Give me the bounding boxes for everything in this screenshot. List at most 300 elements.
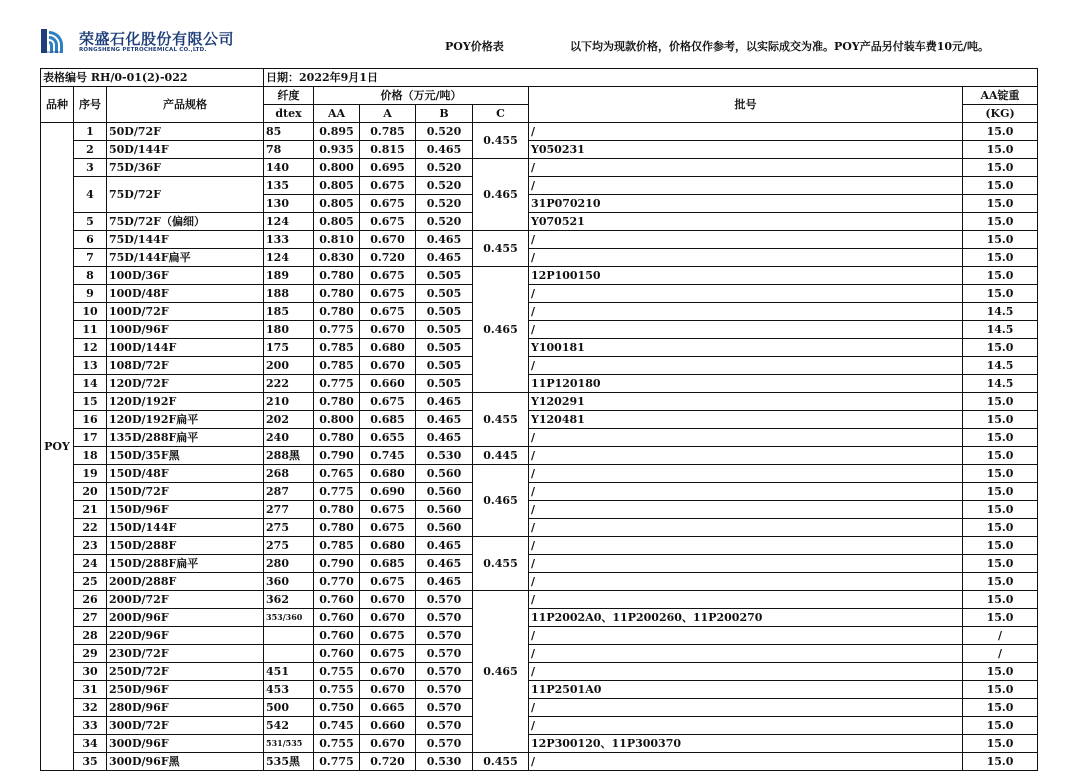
- seq-cell: 15: [74, 393, 107, 411]
- seq-cell: 29: [74, 645, 107, 663]
- seq-cell: 25: [74, 573, 107, 591]
- table-row: [41, 447, 1038, 465]
- price-a-cell: 0.660: [360, 375, 416, 393]
- price-b-cell: 0.520: [416, 159, 473, 177]
- price-aa-cell: 0.785: [314, 537, 360, 555]
- table-row: [41, 213, 1038, 231]
- price-b-cell: 0.560: [416, 465, 473, 483]
- price-a-cell: 0.675: [360, 501, 416, 519]
- price-aa-cell: 0.755: [314, 663, 360, 681]
- price-aa-cell: 0.805: [314, 177, 360, 195]
- table-row: [41, 645, 1038, 663]
- price-a-cell: 0.675: [360, 573, 416, 591]
- price-c-cell: 0.465: [473, 591, 529, 753]
- seq-cell: 14: [74, 375, 107, 393]
- dtex-cell: 360: [264, 573, 314, 591]
- price-a-cell: 0.675: [360, 519, 416, 537]
- dtex-cell: 124: [264, 213, 314, 231]
- weight-cell: 15.0: [963, 429, 1038, 447]
- seq-cell: 34: [74, 735, 107, 753]
- dtex-cell: [264, 627, 314, 645]
- batch-cell: Y120291: [529, 393, 963, 411]
- dtex-cell: 175: [264, 339, 314, 357]
- weight-cell: 15.0: [963, 177, 1038, 195]
- seq-cell: 7: [74, 249, 107, 267]
- price-b-cell: 0.570: [416, 609, 473, 627]
- weight-cell: 15.0: [963, 609, 1038, 627]
- table-row: [41, 627, 1038, 645]
- batch-cell: /: [529, 249, 963, 267]
- dtex-cell: 130: [264, 195, 314, 213]
- weight-cell: 15.0: [963, 339, 1038, 357]
- dtex-cell: 135: [264, 177, 314, 195]
- table-row: [41, 141, 1038, 159]
- table-row: [41, 429, 1038, 447]
- price-b-cell: 0.520: [416, 195, 473, 213]
- price-a-cell: 0.675: [360, 285, 416, 303]
- weight-cell: 15.0: [963, 519, 1038, 537]
- spec-cell: 200D/96F: [107, 609, 264, 627]
- price-a-cell: 0.675: [360, 195, 416, 213]
- seq-cell: 11: [74, 321, 107, 339]
- table-row: [41, 609, 1038, 627]
- price-a-cell: 0.675: [360, 393, 416, 411]
- price-aa-cell: 0.745: [314, 717, 360, 735]
- batch-cell: Y050231: [529, 141, 963, 159]
- price-c-cell: 0.465: [473, 267, 529, 393]
- col-variety-header: 品种: [41, 87, 74, 123]
- batch-cell: /: [529, 573, 963, 591]
- price-b-cell: 0.505: [416, 267, 473, 285]
- price-aa-cell: 0.780: [314, 519, 360, 537]
- spec-cell: 120D/192F扁平: [107, 411, 264, 429]
- price-b-cell: 0.465: [416, 411, 473, 429]
- price-a-cell: 0.670: [360, 609, 416, 627]
- price-c-cell: 0.455: [473, 123, 529, 159]
- header-row-1: [41, 87, 1038, 105]
- company-name-cn: 荣盛石化股份有限公司: [79, 30, 235, 48]
- variety-cell: POY: [41, 123, 74, 771]
- col-b-header: B: [416, 105, 473, 123]
- batch-cell: /: [529, 555, 963, 573]
- weight-cell: 15.0: [963, 447, 1038, 465]
- seq-cell: 32: [74, 699, 107, 717]
- table-row: [41, 501, 1038, 519]
- price-aa-cell: 0.805: [314, 213, 360, 231]
- batch-cell: /: [529, 465, 963, 483]
- table-row: [41, 537, 1038, 555]
- weight-cell: /: [963, 645, 1038, 663]
- price-c-cell: 0.465: [473, 159, 529, 231]
- seq-cell: 1: [74, 123, 107, 141]
- price-aa-cell: 0.830: [314, 249, 360, 267]
- batch-cell: /: [529, 663, 963, 681]
- batch-cell: /: [529, 285, 963, 303]
- dtex-cell: 124: [264, 249, 314, 267]
- price-a-cell: 0.670: [360, 321, 416, 339]
- price-a-cell: 0.785: [360, 123, 416, 141]
- price-b-cell: 0.530: [416, 753, 473, 771]
- table-row: [41, 231, 1038, 249]
- price-b-cell: 0.465: [416, 249, 473, 267]
- price-b-cell: 0.505: [416, 375, 473, 393]
- batch-cell: 11P2501A0: [529, 681, 963, 699]
- spec-cell: 75D/72F: [107, 177, 264, 213]
- price-b-cell: 0.465: [416, 537, 473, 555]
- batch-cell: Y120481: [529, 411, 963, 429]
- price-aa-cell: 0.785: [314, 339, 360, 357]
- batch-cell: /: [529, 699, 963, 717]
- table-row: [41, 267, 1038, 285]
- price-aa-cell: 0.780: [314, 303, 360, 321]
- seq-cell: 35: [74, 753, 107, 771]
- seq-cell: 17: [74, 429, 107, 447]
- price-a-cell: 0.720: [360, 249, 416, 267]
- price-a-cell: 0.655: [360, 429, 416, 447]
- table-row: [41, 681, 1038, 699]
- seq-cell: 3: [74, 159, 107, 177]
- col-weight-unit: (KG): [963, 105, 1038, 123]
- batch-cell: /: [529, 645, 963, 663]
- spec-cell: 280D/96F: [107, 699, 264, 717]
- dtex-cell: 542: [264, 717, 314, 735]
- seq-cell: 6: [74, 231, 107, 249]
- weight-cell: 15.0: [963, 483, 1038, 501]
- table-row: [41, 465, 1038, 483]
- seq-cell: 23: [74, 537, 107, 555]
- spec-cell: 300D/72F: [107, 717, 264, 735]
- batch-cell: /: [529, 483, 963, 501]
- spec-cell: 120D/72F: [107, 375, 264, 393]
- weight-cell: 15.0: [963, 231, 1038, 249]
- dtex-cell: 287: [264, 483, 314, 501]
- price-aa-cell: 0.780: [314, 267, 360, 285]
- dtex-cell: 500: [264, 699, 314, 717]
- spec-cell: 100D/36F: [107, 267, 264, 285]
- dtex-cell: 188: [264, 285, 314, 303]
- batch-cell: 12P300120、11P300370: [529, 735, 963, 753]
- spec-cell: 50D/144F: [107, 141, 264, 159]
- table-row: [41, 321, 1038, 339]
- price-a-cell: 0.690: [360, 483, 416, 501]
- spec-cell: 150D/288F扁平: [107, 555, 264, 573]
- price-b-cell: 0.570: [416, 627, 473, 645]
- price-aa-cell: 0.800: [314, 159, 360, 177]
- price-b-cell: 0.570: [416, 645, 473, 663]
- table-row: [41, 393, 1038, 411]
- weight-cell: 15.0: [963, 735, 1038, 753]
- document-date: 日期：2022年9月1日: [264, 69, 1038, 87]
- table-row: [41, 591, 1038, 609]
- price-a-cell: 0.675: [360, 177, 416, 195]
- price-c-cell: 0.455: [473, 393, 529, 447]
- spec-cell: 100D/72F: [107, 303, 264, 321]
- price-b-cell: 0.560: [416, 519, 473, 537]
- price-b-cell: 0.530: [416, 447, 473, 465]
- meta-row: [41, 69, 1038, 87]
- company-logo: [41, 27, 235, 57]
- price-aa-cell: 0.760: [314, 627, 360, 645]
- seq-cell: 4: [74, 177, 107, 213]
- price-aa-cell: 0.810: [314, 231, 360, 249]
- price-aa-cell: 0.775: [314, 483, 360, 501]
- dtex-cell: 535黑: [264, 753, 314, 771]
- table-row: [41, 285, 1038, 303]
- dtex-cell: 133: [264, 231, 314, 249]
- spec-cell: 120D/192F: [107, 393, 264, 411]
- dtex-cell: 180: [264, 321, 314, 339]
- dtex-cell: 85: [264, 123, 314, 141]
- seq-cell: 8: [74, 267, 107, 285]
- price-a-cell: 0.670: [360, 591, 416, 609]
- weight-cell: 15.0: [963, 285, 1038, 303]
- batch-cell: 11P2002A0、11P200260、11P200270: [529, 609, 963, 627]
- batch-cell: /: [529, 159, 963, 177]
- price-aa-cell: 0.935: [314, 141, 360, 159]
- spec-cell: 150D/48F: [107, 465, 264, 483]
- weight-cell: 14.5: [963, 375, 1038, 393]
- company-name-en: RONGSHENG PETROCHEMICAL CO.,LTD.: [79, 47, 207, 53]
- spec-cell: 250D/72F: [107, 663, 264, 681]
- spec-cell: 150D/35F黑: [107, 447, 264, 465]
- weight-cell: 15.0: [963, 537, 1038, 555]
- price-b-cell: 0.465: [416, 573, 473, 591]
- price-a-cell: 0.670: [360, 663, 416, 681]
- seq-cell: 13: [74, 357, 107, 375]
- price-aa-cell: 0.750: [314, 699, 360, 717]
- price-a-cell: 0.675: [360, 213, 416, 231]
- col-batch-header: 批号: [529, 87, 963, 123]
- dtex-cell: 200: [264, 357, 314, 375]
- price-a-cell: 0.675: [360, 303, 416, 321]
- price-aa-cell: 0.765: [314, 465, 360, 483]
- seq-cell: 26: [74, 591, 107, 609]
- batch-cell: 11P120180: [529, 375, 963, 393]
- weight-cell: /: [963, 627, 1038, 645]
- price-aa-cell: 0.895: [314, 123, 360, 141]
- seq-cell: 16: [74, 411, 107, 429]
- seq-cell: 19: [74, 465, 107, 483]
- table-row: [41, 753, 1038, 771]
- price-b-cell: 0.570: [416, 663, 473, 681]
- poy-price-table: [40, 68, 1038, 771]
- table-row: [41, 717, 1038, 735]
- weight-cell: 15.0: [963, 123, 1038, 141]
- dtex-cell: 453: [264, 681, 314, 699]
- table-row: [41, 339, 1038, 357]
- price-b-cell: 0.465: [416, 429, 473, 447]
- table-row: [41, 159, 1038, 177]
- price-a-cell: 0.670: [360, 735, 416, 753]
- spec-cell: 250D/96F: [107, 681, 264, 699]
- seq-cell: 18: [74, 447, 107, 465]
- weight-cell: 14.5: [963, 357, 1038, 375]
- table-row: [41, 375, 1038, 393]
- price-b-cell: 0.570: [416, 699, 473, 717]
- spec-cell: 150D/96F: [107, 501, 264, 519]
- dtex-cell: 275: [264, 537, 314, 555]
- dtex-cell: 280: [264, 555, 314, 573]
- col-denier-unit: dtex: [264, 105, 314, 123]
- table-row: [41, 303, 1038, 321]
- price-aa-cell: 0.780: [314, 285, 360, 303]
- batch-cell: /: [529, 429, 963, 447]
- dtex-cell: 288黑: [264, 447, 314, 465]
- price-b-cell: 0.520: [416, 177, 473, 195]
- table-row: [41, 699, 1038, 717]
- dtex-cell: 353/360: [264, 609, 314, 627]
- batch-cell: /: [529, 177, 963, 195]
- price-b-cell: 0.570: [416, 717, 473, 735]
- price-aa-cell: 0.775: [314, 375, 360, 393]
- price-aa-cell: 0.780: [314, 393, 360, 411]
- dtex-cell: 531/535: [264, 735, 314, 753]
- batch-cell: /: [529, 717, 963, 735]
- spec-cell: 150D/288F: [107, 537, 264, 555]
- dtex-cell: 140: [264, 159, 314, 177]
- price-c-cell: 0.445: [473, 447, 529, 465]
- table-row: [41, 663, 1038, 681]
- dtex-cell: 362: [264, 591, 314, 609]
- table-row: [41, 123, 1038, 141]
- table-row: [41, 357, 1038, 375]
- spec-cell: 300D/96F黑: [107, 753, 264, 771]
- weight-cell: 14.5: [963, 321, 1038, 339]
- price-aa-cell: 0.755: [314, 735, 360, 753]
- weight-cell: 15.0: [963, 681, 1038, 699]
- price-b-cell: 0.465: [416, 141, 473, 159]
- price-a-cell: 0.675: [360, 645, 416, 663]
- dtex-cell: 222: [264, 375, 314, 393]
- price-a-cell: 0.665: [360, 699, 416, 717]
- price-c-cell: 0.455: [473, 753, 529, 771]
- price-b-cell: 0.520: [416, 213, 473, 231]
- price-b-cell: 0.505: [416, 285, 473, 303]
- price-aa-cell: 0.785: [314, 357, 360, 375]
- price-aa-cell: 0.770: [314, 573, 360, 591]
- dtex-cell: 189: [264, 267, 314, 285]
- dtex-cell: 275: [264, 519, 314, 537]
- price-a-cell: 0.675: [360, 267, 416, 285]
- form-number: 表格编号 RH/0-01(2)-022: [41, 69, 264, 87]
- weight-cell: 15.0: [963, 753, 1038, 771]
- spec-cell: 100D/48F: [107, 285, 264, 303]
- spec-cell: 100D/144F: [107, 339, 264, 357]
- spec-cell: 135D/288F扁平: [107, 429, 264, 447]
- weight-cell: 15.0: [963, 501, 1038, 519]
- batch-cell: /: [529, 321, 963, 339]
- price-aa-cell: 0.800: [314, 411, 360, 429]
- price-a-cell: 0.670: [360, 357, 416, 375]
- dtex-cell: 185: [264, 303, 314, 321]
- batch-cell: /: [529, 537, 963, 555]
- weight-cell: 15.0: [963, 249, 1038, 267]
- spec-cell: 230D/72F: [107, 645, 264, 663]
- col-spec-header: 产品规格: [107, 87, 264, 123]
- seq-cell: 22: [74, 519, 107, 537]
- batch-cell: 31P070210: [529, 195, 963, 213]
- price-a-cell: 0.660: [360, 717, 416, 735]
- seq-cell: 10: [74, 303, 107, 321]
- batch-cell: /: [529, 303, 963, 321]
- batch-cell: /: [529, 591, 963, 609]
- seq-cell: 31: [74, 681, 107, 699]
- dtex-cell: 451: [264, 663, 314, 681]
- price-a-cell: 0.815: [360, 141, 416, 159]
- seq-cell: 28: [74, 627, 107, 645]
- price-aa-cell: 0.780: [314, 501, 360, 519]
- col-denier-header: 纤度: [264, 87, 314, 105]
- price-b-cell: 0.505: [416, 357, 473, 375]
- price-b-cell: 0.505: [416, 303, 473, 321]
- weight-cell: 15.0: [963, 393, 1038, 411]
- col-seq-header: 序号: [74, 87, 107, 123]
- price-a-cell: 0.685: [360, 411, 416, 429]
- table-row: [41, 735, 1038, 753]
- spec-cell: 75D/72F（偏细）: [107, 213, 264, 231]
- batch-cell: /: [529, 501, 963, 519]
- table-row: [41, 177, 1038, 195]
- spec-cell: 75D/36F: [107, 159, 264, 177]
- price-b-cell: 0.465: [416, 393, 473, 411]
- price-a-cell: 0.695: [360, 159, 416, 177]
- spec-cell: 150D/144F: [107, 519, 264, 537]
- seq-cell: 27: [74, 609, 107, 627]
- col-price-group-header: 价格（万元/吨）: [314, 87, 529, 105]
- logo-tag: RONGSHENG: [41, 50, 61, 54]
- batch-cell: /: [529, 627, 963, 645]
- spec-cell: 75D/144F扁平: [107, 249, 264, 267]
- price-b-cell: 0.570: [416, 591, 473, 609]
- price-b-cell: 0.560: [416, 501, 473, 519]
- batch-cell: /: [529, 447, 963, 465]
- price-aa-cell: 0.775: [314, 321, 360, 339]
- price-b-cell: 0.570: [416, 681, 473, 699]
- batch-cell: /: [529, 231, 963, 249]
- spec-cell: 50D/72F: [107, 123, 264, 141]
- price-a-cell: 0.670: [360, 681, 416, 699]
- seq-cell: 33: [74, 717, 107, 735]
- price-aa-cell: 0.760: [314, 645, 360, 663]
- price-b-cell: 0.505: [416, 321, 473, 339]
- table-row: [41, 483, 1038, 501]
- price-c-cell: 0.455: [473, 231, 529, 267]
- price-a-cell: 0.680: [360, 537, 416, 555]
- table-row: [41, 249, 1038, 267]
- weight-cell: 15.0: [963, 411, 1038, 429]
- price-c-cell: 0.465: [473, 465, 529, 537]
- price-b-cell: 0.520: [416, 123, 473, 141]
- price-aa-cell: 0.760: [314, 609, 360, 627]
- price-b-cell: 0.505: [416, 339, 473, 357]
- dtex-cell: 240: [264, 429, 314, 447]
- price-a-cell: 0.680: [360, 339, 416, 357]
- price-a-cell: 0.720: [360, 753, 416, 771]
- weight-cell: 15.0: [963, 465, 1038, 483]
- spec-cell: 108D/72F: [107, 357, 264, 375]
- price-notice: 以下均为现款价格，价格仅作参考，以实际成交为准。POY产品另付装车费10元/吨。: [570, 40, 990, 53]
- table-row: [41, 555, 1038, 573]
- weight-cell: 15.0: [963, 591, 1038, 609]
- weight-cell: 15.0: [963, 213, 1038, 231]
- col-c-header: C: [473, 105, 529, 123]
- batch-cell: 12P100150: [529, 267, 963, 285]
- weight-cell: 15.0: [963, 555, 1038, 573]
- weight-cell: 15.0: [963, 717, 1038, 735]
- seq-cell: 24: [74, 555, 107, 573]
- spec-cell: 220D/96F: [107, 627, 264, 645]
- price-aa-cell: 0.760: [314, 591, 360, 609]
